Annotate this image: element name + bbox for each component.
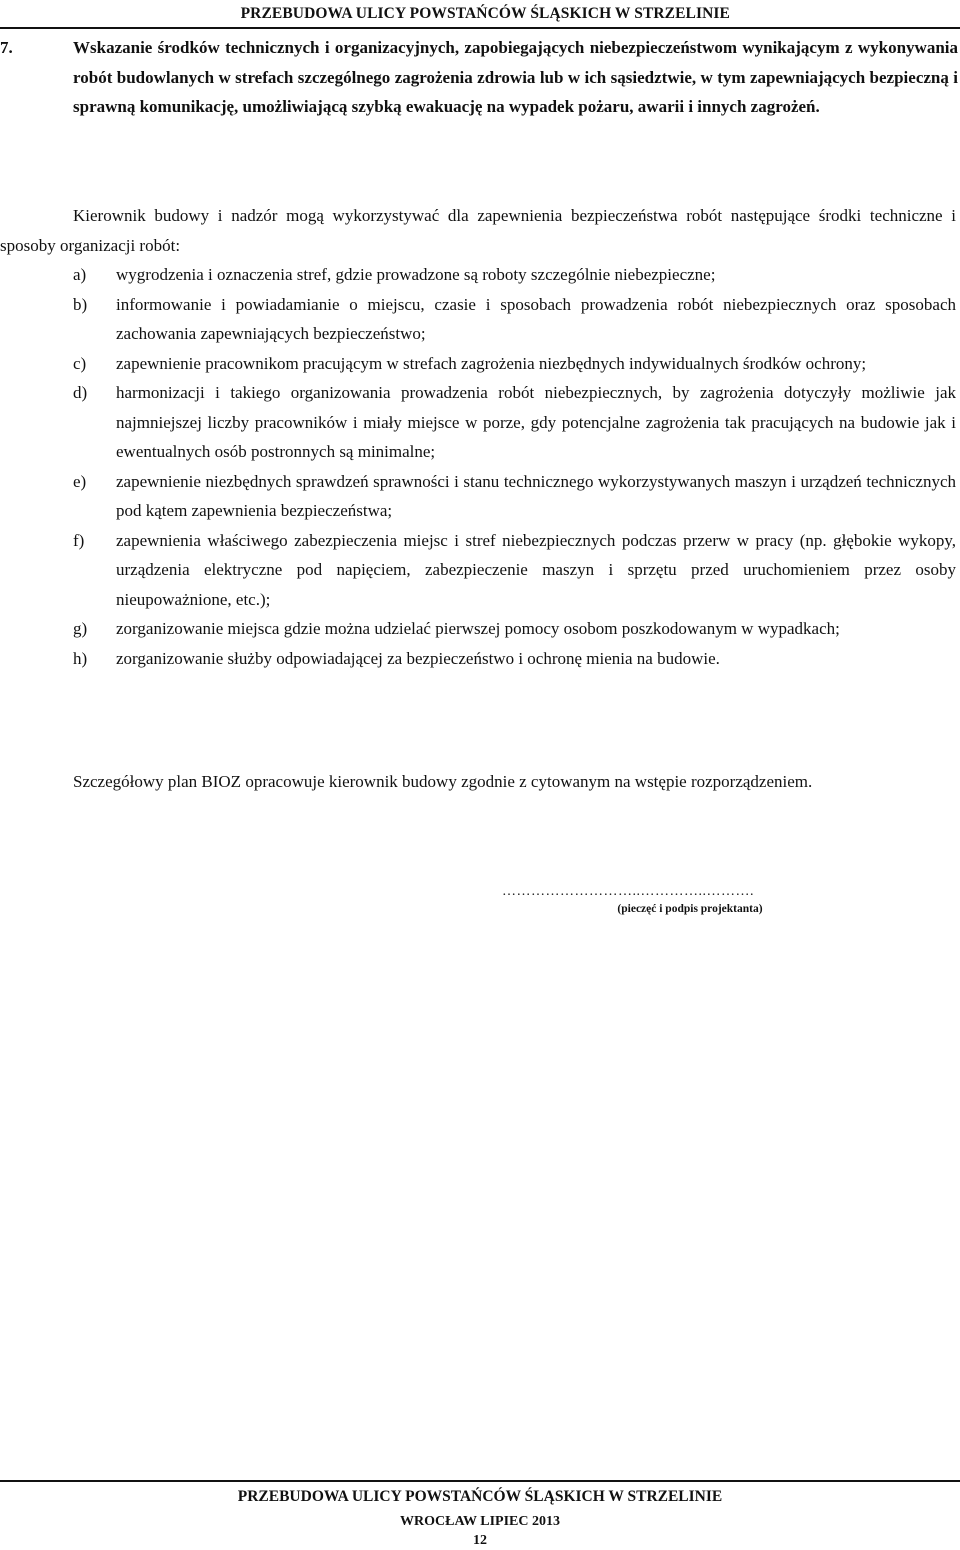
- signature-line: ………………………..…………..……….: [502, 884, 754, 899]
- section-title: Wskazanie środków technicznych i organizacyjnych, zapobiegających niebezpieczeństwom wynikającym z wykonywania robót budowlanych w strefach szczególnego zagrożenia zdrowia lub w ich sąsiedztwie, w tym zapewniających bezpieczną i sprawną komunikację, umożliwiającą szybką ewakuację na wypadek pożaru, awarii i innych zagrożeń.: [73, 38, 958, 116]
- intro-paragraph: Kierownik budowy i nadzór mogą wykorzystywać dla zapewnienia bezpieczeństwa robót następujące środki techniczne i sposoby organizacji robót:: [0, 206, 956, 255]
- section-heading: [0, 33, 958, 122]
- list-item: [0, 526, 956, 615]
- list-item-text: zorganizowanie miejsca gdzie można udzielać pierwszej pomocy osobom poszkodowanym w wypadkach;: [116, 619, 840, 638]
- signature-block: [500, 884, 880, 915]
- list-item: [0, 260, 956, 290]
- header-divider: [0, 27, 960, 29]
- list-item-text: zapewnienie pracownikom pracującym w strefach zagrożenia niezbędnych indywidualnych środków ochrony;: [116, 353, 867, 373]
- list-item: [0, 349, 956, 379]
- page-header: [0, 0, 960, 30]
- list-marker: f): [73, 530, 85, 550]
- list-item-text: informowanie i powiadamianie o miejscu, czasie i sposobach prowadzenia robót niebezpiecznych oraz sposobach zachowania zapewniających bezpieczeństwo;: [116, 294, 956, 343]
- list-item: [0, 614, 956, 644]
- footer-divider: [0, 1480, 960, 1482]
- page-footer: [0, 1486, 960, 1550]
- footer-date: WROCŁAW LIPIEC 2013: [400, 1514, 560, 1529]
- signature-caption: (pieczęć i podpis projektanta): [617, 903, 763, 915]
- list-marker: h): [73, 648, 88, 668]
- list-item-text: zapewnienia właściwego zabezpieczenia miejsc i stref niebezpiecznych podczas przerw w pracy (np. głębokie wykopy, urządzenia elektryczne pod napięciem, zabezpieczenie maszyn i sprzętu przed uruchomieniem przez osoby nieupoważnione, etc.);: [116, 530, 956, 609]
- list-marker: b): [73, 294, 88, 314]
- list-item: [0, 290, 956, 349]
- list-item-text: zorganizowanie służby odpowiadającej za bezpieczeństwo i ochronę mienia na budowie.: [116, 648, 720, 668]
- list-marker: d): [73, 383, 88, 402]
- page-number: 12: [473, 1533, 487, 1548]
- list-item-text: wygrodzenia i oznaczenia stref, gdzie prowadzone są roboty szczególnie niebezpieczne;: [116, 265, 716, 284]
- list-marker: a): [73, 265, 87, 284]
- list-item-text: zapewnienie niezbędnych sprawdzeń sprawności i stanu technicznego wykorzystywanych maszyn i urządzeń technicznych pod kątem zapewnienia bezpieczeństwa;: [116, 471, 956, 520]
- list-marker: e): [73, 471, 87, 491]
- list-item: [0, 467, 956, 526]
- list-item: [0, 644, 956, 674]
- list-marker: c): [73, 353, 87, 373]
- header-title: PRZEBUDOWA ULICY POWSTAŃCÓW ŚLĄSKICH W STRZELINIE: [240, 5, 730, 22]
- list-item: [0, 378, 956, 467]
- footer-title: PRZEBUDOWA ULICY POWSTAŃCÓW ŚLĄSKICH W STRZELINIE: [237, 1488, 723, 1505]
- measures-list: [0, 260, 956, 673]
- summary-paragraph: Szczegółowy plan BIOZ opracowuje kierownik budowy zgodnie z cytowanym na wstępie rozporządzeniem.: [73, 772, 813, 791]
- list-item-text: harmonizacji i takiego organizowania prowadzenia robót niebezpiecznych, by zagrożenia dotyczyły możliwie jak najmniejszej liczby pracowników i miały miejsce w porze, gdy potencjalne zagrożenia tak pracujących na budowie jak i ewentualnych osób postronnych są minimalne;: [116, 383, 956, 461]
- list-marker: g): [73, 619, 88, 638]
- section-number: 7.: [0, 38, 13, 57]
